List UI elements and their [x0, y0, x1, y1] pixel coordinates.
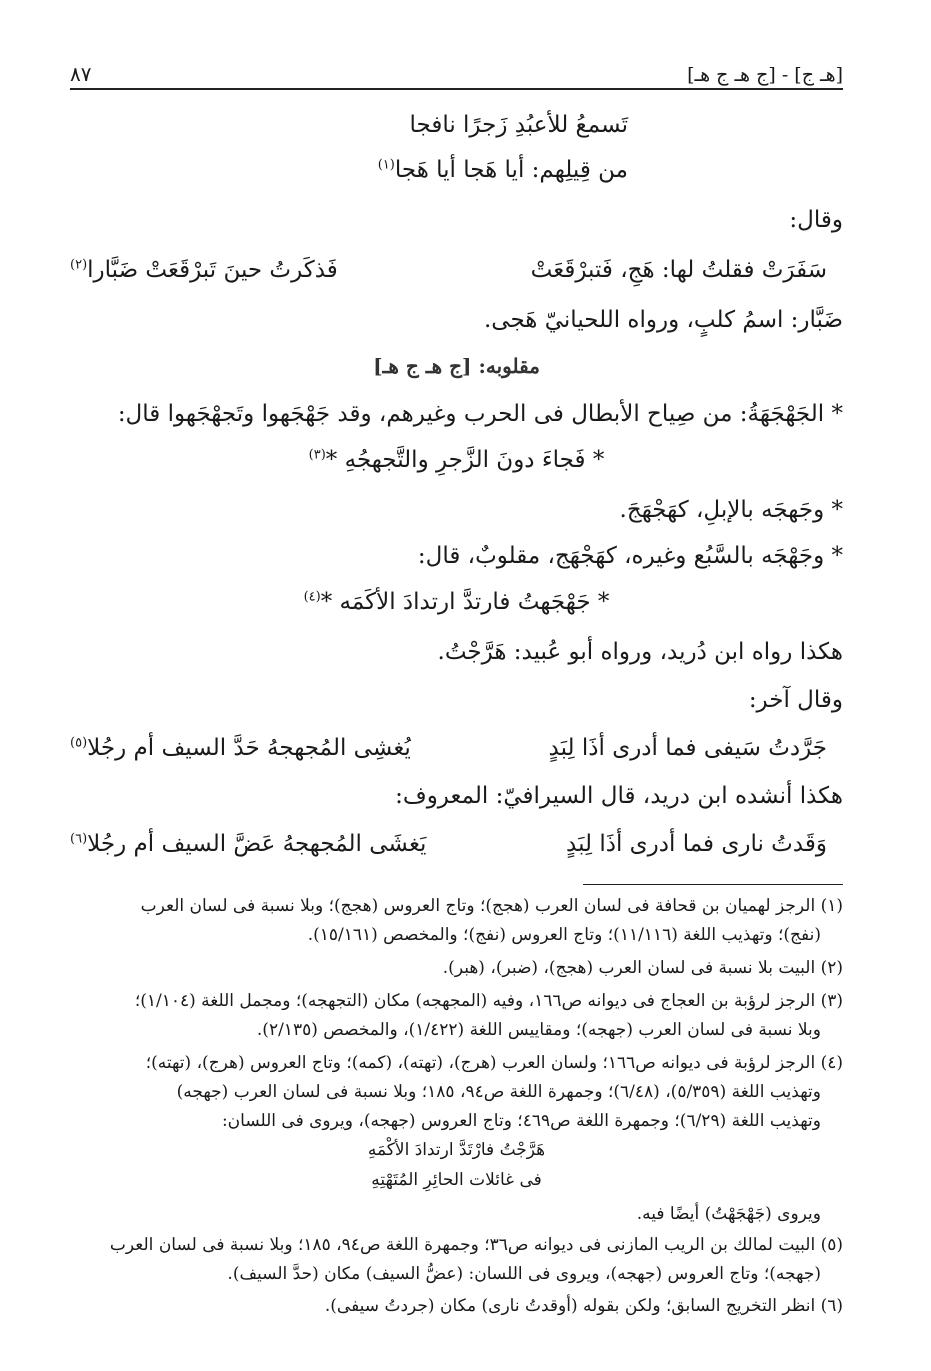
footnote-3: (٣) الرجز لرؤبة بن العجاج فى ديوانه ص١٦٦، وفيه (المجهجه) مكان (التجهجه)؛ ومجمل اللغة (١/١٠٤)؛	[134, 991, 843, 1011]
verse-line-2: من قِيلِهم: أيا هَجا أيا هَجا$^{(١)}$	[377, 157, 628, 183]
paragraph-line: * وجَهْجَه بالسَّبُع وغيره، كهَجْهَج، مقلوبٌ، قال:	[417, 543, 843, 569]
footnote-1: (١) الرجز لهميان بن قحافة فى لسان العرب (هجج)؛ وتاج العروس (هجج)؛ وبلا نسبة فى لسان العرب	[140, 896, 843, 916]
verse-3-second-hemistich: يَغشَى المُجهجهُ عَضَّ السيف أم رجُلا$^{(٦)}$	[70, 831, 427, 857]
footnote-4-verse-2: فى غائلات الحائِرِ المُتَهْتِهِ	[371, 1170, 542, 1190]
footnote-4-cont: ويروى (جَهْجَهْتُ) أيضًا فيه.	[636, 1204, 821, 1224]
poetry-verse-1	[70, 250, 843, 290]
footnote-marker-4: (٤)	[303, 589, 321, 605]
footnote-6: (٦) انظر التخريج السابق؛ ولكن بقوله (أوقدتُ نارى) مكان (جردتُ سيفى).	[324, 1296, 843, 1316]
footnote-4: (٤) الرجز لرؤبة فى ديوانه ص١٦٦؛ ولسان العرب (هرج)، (تهته)، (كمه)؛ وتاج العروس (هرج)، (تهته)؛	[145, 1053, 843, 1073]
verse-2-first-hemistich: جَرَّدتُ سَيفى فما أدرى أذَا لِبَدٍ	[548, 735, 827, 761]
paragraph-line: هكذا أنشده ابن دريد، قال السيرافيّ: المعروف:	[395, 783, 843, 809]
verse-2-second-hemistich: يُغشِى المُجهجهُ حَدَّ السيف أم رجُلا$^{(٥)}$	[70, 735, 411, 761]
footnote-4-cont: وتهذيب اللغة (٥/٣٥٩)، (٦/٤٨)؛ وجمهرة اللغة ص٩٤، ١٨٥؛ وبلا نسبة فى لسان العرب (جهجه)	[176, 1082, 821, 1102]
verse-1-first-hemistich: سَفَرَتْ فقلتُ لها: هَجِ، فَتبرْقَعَتْ	[530, 257, 827, 283]
footnote-marker-5: (٥)	[70, 735, 88, 751]
footnote-separator	[583, 884, 843, 885]
paragraph-line: هكذا رواه ابن دُريد، ورواه أبو عُبيد: هَرَّجْتُ.	[437, 639, 843, 665]
footnote-marker-3: (٣)	[308, 447, 326, 463]
footnote-5-cont: (جهجه)؛ وتاج العروس (جهجه)، ويروى فى اللسان: (عضُّ السيف) مكان (حدَّ السيف).	[227, 1264, 821, 1284]
footnote-3-cont: وبلا نسبة فى لسان العرب (جهجه)؛ ومقاييس اللغة (١/٤٢٢)، والمخصص (٢/١٣٥).	[256, 1020, 821, 1040]
footnote-4-cont: وتهذيب اللغة (٦/٢٩)؛ وجمهرة اللغة ص٤٦٩؛ وتاج العروس (جهجه)، ويروى فى اللسان:	[221, 1111, 821, 1131]
footnote-4-verse-1: هَرَّجْتُ فارْتَدَّ ارتدادَ الأكْمَهِ	[367, 1140, 546, 1160]
running-head	[70, 52, 843, 90]
paragraph-line: * الجَهْجَهَةُ: من صِياح الأبطال فى الحرب وغيرهم، وقد جَهْجَهوا وتَجهْجَهوا قال:	[117, 401, 843, 427]
verse-3-first-hemistich: وَقَدتُ نارى فما أدرى أذَا لِبَدٍ	[566, 831, 827, 857]
running-head-title: [هـ ج] - [ج هـ ج هـ]	[687, 64, 843, 86]
footnote-marker-6: (٦)	[70, 831, 88, 847]
paragraph-line: ضَبَّار: اسمُ كلبٍ، ورواه اللحيانيّ هَجى.	[483, 307, 843, 333]
footnote-5: (٥) البيت لمالك بن الريب المازنى فى ديوانه ص٣٦؛ وجمهرة اللغة ص٩٤، ١٨٥؛ وبلا نسبة فى لسان العرب	[109, 1235, 843, 1255]
paragraph-line: وقال:	[789, 207, 843, 233]
footnote-1-cont: (نفج)؛ وتهذيب اللغة (١١/١١٦)؛ وتاج العروس (نفج)؛ والمخصص (١٥/١٦١).	[307, 925, 821, 945]
verse-line: * جَهْجَهتُ فارتدَّ ارتدادَ الأكَمَه *$^{(٤)}$	[303, 589, 610, 615]
footnote-2: (٢) البيت بلا نسبة فى لسان العرب (هجج)، (ضبر)، (هبر).	[442, 958, 843, 978]
verse-line-1: تَسمعُ للأعبُدِ زَجرًا نافجا	[409, 112, 628, 138]
verse-1-second-hemistich: فَذكَرتُ حينَ تَبرْقَعَتْ ضَبَّارا$^{(٢)}$	[70, 257, 338, 283]
section-heading: مقلوبه: [ج هـ ج هـ]	[373, 354, 540, 378]
paragraph-line: وقال آخر:	[748, 687, 843, 713]
poetry-verse-3	[70, 824, 843, 864]
footnote-marker-1: (١)	[377, 157, 395, 173]
verse-line: * فَجاءَ دونَ الزَّجرِ والتَّجهجُهِ *$^{(٣)}$	[308, 447, 605, 473]
poetry-verse-2	[70, 728, 843, 768]
page-number: ٨٧	[70, 62, 92, 86]
paragraph-line: * وجَهجَه بالإبلِ، كهَجْهَجَ.	[619, 497, 843, 523]
footnote-marker-2: (٢)	[70, 257, 88, 273]
